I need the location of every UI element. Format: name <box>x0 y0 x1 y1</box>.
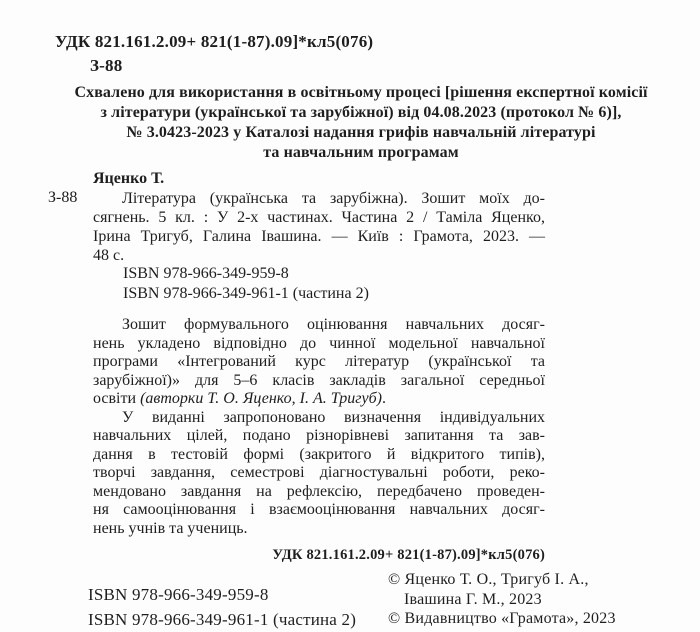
annotation-line: ня самооцінювання і взаємооцінювання навчальних досяг- <box>93 501 545 518</box>
isbn-block <box>123 264 369 304</box>
approval-note <box>41 83 681 163</box>
annotation-line: нень укладено відповідно до чинної модельної навчальної <box>93 334 545 352</box>
approval-line: № 3.0423-2023 у Каталозі надання грифів навчальній літературі <box>126 124 596 141</box>
annotation-line: Зошит формувального оцінювання навчальних досяг- <box>122 316 545 333</box>
description-line: сягнень. 5 кл. : У 2-х частинах. Частина 2 / Таміла Яценко, <box>93 209 545 226</box>
annotation-text: . <box>381 390 386 407</box>
annotation-authors-italic: (авторки Т. О. Яценко, І. А. Тригуб) <box>140 390 382 407</box>
description-line: Література (українська та зарубіжна). Зошит моїх до- <box>122 190 545 207</box>
copyright-line: © Яценко Т. О., Тригуб І. А., <box>388 571 589 588</box>
annotation-line: творчі завдання, семестрові діагностувальні роботи, реко- <box>93 464 545 481</box>
udc-code-top: УДК 821.161.2.09+ 821(1-87).09]*кл5(076) <box>55 32 374 51</box>
annotation-paragraph-2 <box>93 409 545 539</box>
description-line: 48 с. <box>93 247 125 264</box>
annotation-paragraph-1 <box>93 316 545 409</box>
annotation <box>93 316 545 538</box>
author-sign-top: З-88 <box>90 56 123 75</box>
annotation-line: дання в тестовій формі (закритого й відкритого типів), <box>93 445 545 463</box>
isbn-line: ISBN 978-966-349-961-1 (частина 2) <box>123 285 369 302</box>
isbn-line: ISBN 978-966-349-959-8 <box>123 265 289 282</box>
description-line: Ірина Тригуб, Галина Івашина. — Київ : Грамота, 2023. — <box>93 228 545 245</box>
annotation-text: освіти <box>93 390 141 407</box>
annotation-line: зарубіжної)» для 5–6 класів закладів загальної середньої <box>93 371 545 389</box>
annotation-line: нень учнів та учениць. <box>93 519 248 537</box>
isbn-line: ISBN 978-966-349-961-1 (частина 2) <box>88 610 357 629</box>
approval-line: з літератури (української та зарубіжної) від 04.08.2023 (протокол № 6)], <box>100 104 622 121</box>
annotation-line <box>93 390 545 409</box>
bibliographic-description <box>93 189 545 265</box>
approval-line: та навчальним програмам <box>263 144 459 161</box>
annotation-line: навчальних цілей, подано різнорівневі запитання та зав- <box>93 427 545 444</box>
approval-line: Схвалено для використання в освітньому процесі [рішення експертної комісії <box>74 84 648 101</box>
author-heading: Яценко Т. <box>93 170 165 187</box>
isbn-block-bottom <box>88 582 356 632</box>
copyright-block <box>388 570 616 629</box>
copyright-line: Івашина Г. М., 2023 <box>404 590 542 608</box>
card-author-sign: З-88 <box>48 189 78 206</box>
isbn-line: ISBN 978-966-349-959-8 <box>88 585 269 604</box>
annotation-line: У виданні запропоновано визначення індивідуальних <box>122 408 545 426</box>
annotation-line: мендовано завдання на рефлексію, передбачено проведен- <box>93 482 545 500</box>
copyright-line: © Видавництво «Грамота», 2023 <box>388 610 616 627</box>
annotation-line: програми «Інтегрований курс літератур (української та <box>93 353 545 370</box>
udc-code-bottom: УДК 821.161.2.09+ 821(1-87).09]*кл5(076) <box>272 547 545 563</box>
